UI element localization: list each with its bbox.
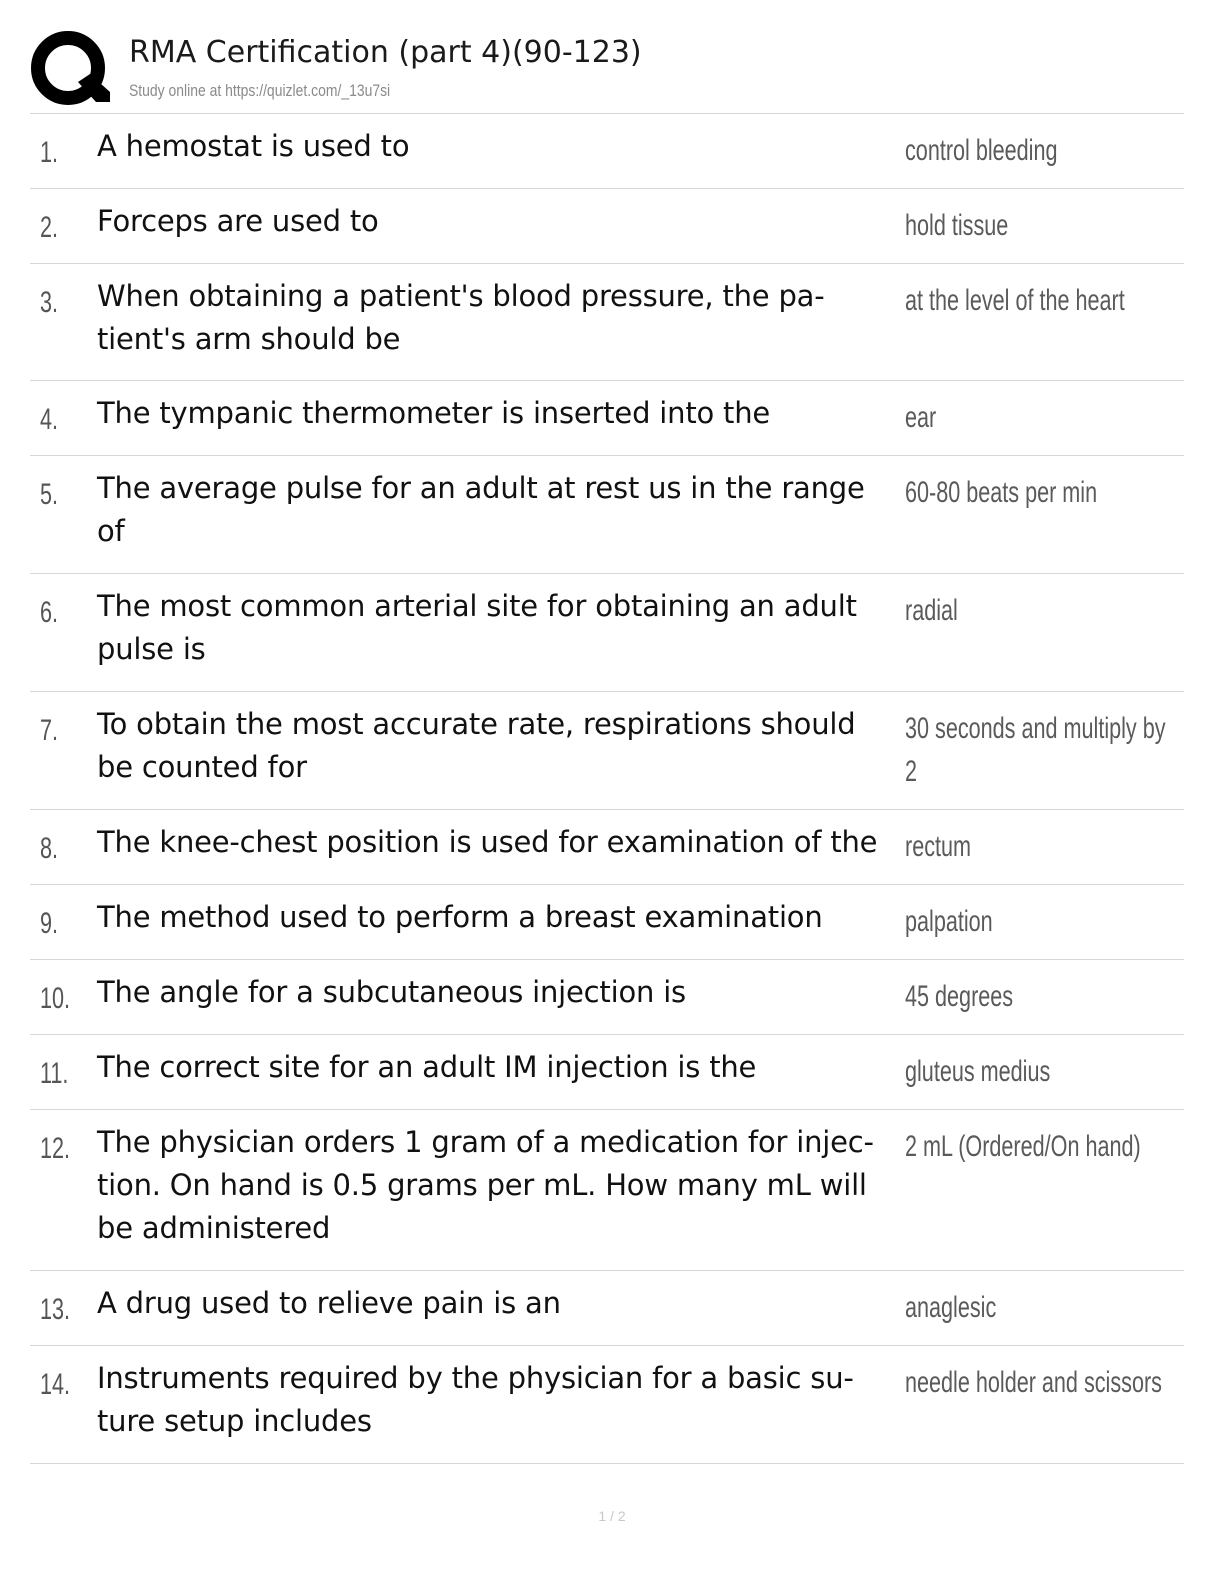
- card-term: The correct site for an adult IM injection is the: [97, 1050, 757, 1084]
- card-definition: 45 degrees: [905, 980, 1014, 1013]
- flashcard-row: [30, 1271, 1184, 1346]
- card-term: Instruments required by the physician for a basic su- ture setup includes: [97, 1361, 854, 1438]
- card-number: 13.: [40, 1293, 71, 1326]
- flashcard-row: [30, 189, 1184, 264]
- card-definition: gluteus medius: [905, 1055, 1051, 1088]
- flashcard-row: [30, 381, 1184, 456]
- quizlet-logo-icon: [30, 30, 110, 110]
- flashcard-row: [30, 456, 1184, 574]
- card-number: 6.: [40, 596, 59, 629]
- card-definition: palpation: [905, 905, 993, 938]
- card-number: 4.: [40, 403, 59, 436]
- card-definition: 30 seconds and multiply by 2: [905, 712, 1166, 788]
- study-link[interactable]: Study online at https://quizlet.com/_13u7si: [129, 81, 391, 100]
- card-number: 12.: [40, 1132, 71, 1165]
- card-term: The angle for a subcutaneous injection is: [97, 975, 686, 1009]
- card-number: 5.: [40, 478, 59, 511]
- card-number: 14.: [40, 1368, 71, 1401]
- card-number: 7.: [40, 714, 59, 747]
- card-definition: control bleeding: [905, 134, 1058, 167]
- card-term: A hemostat is used to: [97, 129, 410, 163]
- card-term: The tympanic thermometer is inserted into the: [97, 396, 771, 430]
- flashcard-list: [30, 114, 1184, 1464]
- card-number: 10.: [40, 982, 71, 1015]
- card-definition: rectum: [905, 830, 972, 863]
- card-number: 3.: [40, 286, 59, 319]
- flashcard-row: [30, 114, 1184, 189]
- card-number: 1.: [40, 136, 59, 169]
- flashcard-row: [30, 885, 1184, 960]
- card-definition: 2 mL (Ordered/On hand): [905, 1130, 1141, 1163]
- card-number: 9.: [40, 907, 59, 940]
- card-definition: ear: [905, 401, 937, 434]
- card-number: 2.: [40, 211, 59, 244]
- flashcard-row: [30, 574, 1184, 692]
- page-title: RMA Certification (part 4)(90-123): [129, 35, 642, 70]
- flashcard-row: [30, 1035, 1184, 1110]
- flashcard-row: [30, 692, 1184, 810]
- flashcard-row: [30, 1346, 1184, 1464]
- card-definition: hold tissue: [905, 209, 1009, 242]
- card-term: The most common arterial site for obtaining an adult pulse is: [97, 589, 857, 666]
- card-number: 8.: [40, 832, 59, 865]
- card-definition: radial: [905, 594, 958, 627]
- card-term: The knee-chest position is used for examination of the: [97, 825, 878, 859]
- card-definition: anaglesic: [905, 1291, 997, 1324]
- page-header: [30, 30, 1184, 114]
- card-term: Forceps are used to: [97, 204, 379, 238]
- card-term: A drug used to relieve pain is an: [97, 1286, 561, 1320]
- flashcard-row: [30, 264, 1184, 381]
- card-term: The average pulse for an adult at rest us in the range of: [97, 471, 865, 548]
- card-term: The physician orders 1 gram of a medication for injec- tion. On hand is 0.5 grams per mL. How many mL will be administered: [97, 1125, 874, 1245]
- card-term: To obtain the most accurate rate, respirations should be counted for: [97, 707, 856, 784]
- card-term: When obtaining a patient's blood pressure, the pa- tient's arm should be: [97, 279, 825, 356]
- flashcard-row: [30, 960, 1184, 1035]
- card-term: The method used to perform a breast examination: [97, 900, 823, 934]
- card-definition: at the level of the heart: [905, 284, 1125, 317]
- card-definition: needle holder and scissors: [905, 1366, 1162, 1399]
- card-number: 11.: [40, 1057, 69, 1090]
- page-number: 1 / 2: [598, 1508, 626, 1524]
- flashcard-row: [30, 810, 1184, 885]
- flashcard-row: [30, 1110, 1184, 1271]
- card-definition: 60-80 beats per min: [905, 476, 1098, 509]
